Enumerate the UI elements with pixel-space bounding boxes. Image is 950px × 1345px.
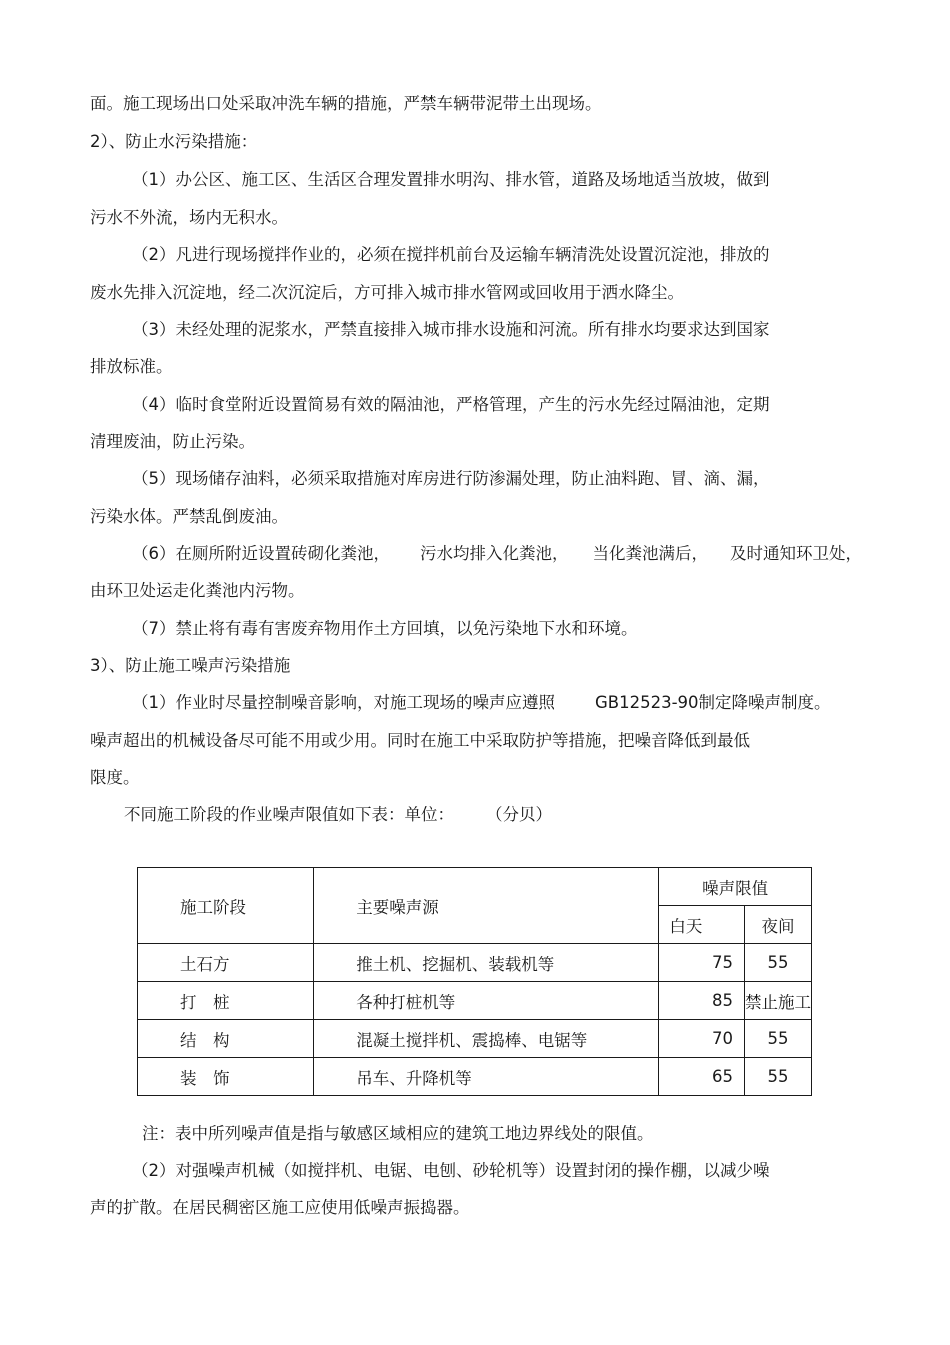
text-segment: 及时通知环卫处， [730,544,862,563]
table-row [138,1020,812,1058]
cell-stage: 打 桩 [138,982,314,1020]
paragraph-line: 声的扩散。在居民稠密区施工应使用低噪声振捣器。 [90,1198,470,1217]
standard-code: GB12523-90制定降噪声制度。 [595,693,831,712]
section-heading: 3）、防止施工噪声污染措施 [90,656,291,675]
cell-day: 65 [659,1058,745,1096]
cell-day: 70 [659,1020,745,1058]
paragraph-line: 由环卫处运走化粪池内污物。 [90,581,305,600]
caption-unit: （分贝） [486,805,552,824]
table-row [138,982,812,1020]
paragraph-line: 污水不外流，场内无积水。 [90,208,288,227]
cell-stage: 结 构 [138,1020,314,1058]
table-row [138,1058,812,1096]
paragraph-line: （4）临时食堂附近设置简易有效的隔油池，严格管理，产生的污水先经过隔油池，定期 [132,395,770,414]
header-limit: 噪声限值 [659,868,812,906]
header-day: 白天 [659,906,745,944]
table-caption [124,804,552,826]
paragraph-line: （7）禁止将有毒有害废弃物用作土方回填，以免污染地下水和环境。 [132,619,638,638]
cell-source: 混凝土搅拌机、震捣棒、电锯等 [314,1020,659,1058]
cell-night: 55 [745,1058,812,1096]
cell-night: 55 [745,944,812,982]
header-source: 主要噪声源 [314,868,659,944]
header-night: 夜间 [745,906,812,944]
paragraph-line: （2）对强噪声机械（如搅拌机、电锯、电刨、砂轮机等）设置封闭的操作棚，以减少噪 [132,1161,770,1180]
cell-source: 推土机、挖掘机、装载机等 [314,944,659,982]
caption-text: 不同施工阶段的作业噪声限值如下表：单位： [124,805,454,824]
paragraph-line: 污染水体。严禁乱倒废油。 [90,507,288,526]
cell-source: 吊车、升降机等 [314,1058,659,1096]
paragraph-line: 限度。 [90,768,140,787]
cell-day: 75 [659,944,745,982]
cell-night: 55 [745,1020,812,1058]
paragraph-line [132,692,831,714]
cell-stage: 土石方 [138,944,314,982]
paragraph-line: 面。施工现场出口处采取冲洗车辆的措施，严禁车辆带泥带土出现场。 [90,94,602,113]
text-segment: （1）作业时尽量控制噪音影响，对施工现场的噪声应遵照 [132,693,555,712]
section-heading: 2）、防止水污染措施： [90,132,258,151]
paragraph-line: （3）未经处理的泥浆水，严禁直接排入城市排水设施和河流。所有排水均要求达到国家 [132,320,770,339]
table-row [138,944,812,982]
paragraph-line: （1）办公区、施工区、生活区合理发置排水明沟、排水管，道路及场地适当放坡，做到 [132,170,770,189]
paragraph-line: 清理废油，防止污染。 [90,432,255,451]
text-segment: 当化粪池满后， [592,544,708,563]
cell-source: 各种打桩机等 [314,982,659,1020]
table-header-row [138,868,812,906]
cell-night: 禁止施工 [745,982,812,1020]
text-segment: 污水均排入化粪池， [420,544,569,563]
paragraph-line: （5）现场储存油料，必须采取措施对库房进行防渗漏处理，防止油料跑、冒、滴、漏， [132,469,770,488]
cell-stage: 装 饰 [138,1058,314,1096]
header-stage: 施工阶段 [138,868,314,944]
paragraph-line: 排放标准。 [90,357,173,376]
paragraph-line [132,543,862,565]
paragraph-line: 废水先排入沉淀地，经二次沉淀后，方可排入城市排水管网或回收用于洒水降尘。 [90,283,684,302]
paragraph-line: （2）凡进行现场搅拌作业的，必须在搅拌机前台及运输车辆清洗处设置沉淀池，排放的 [132,245,770,264]
text-segment: （6）在厕所附近设置砖砌化粪池， [132,544,390,563]
cell-day: 85 [659,982,745,1020]
noise-limit-table [137,867,812,1096]
paragraph-line: 噪声超出的机械设备尽可能不用或少用。同时在施工中采取防护等措施，把噪音降低到最低 [90,731,750,750]
table-note: 注：表中所列噪声值是指与敏感区域相应的建筑工地边界线处的限值。 [142,1124,654,1143]
